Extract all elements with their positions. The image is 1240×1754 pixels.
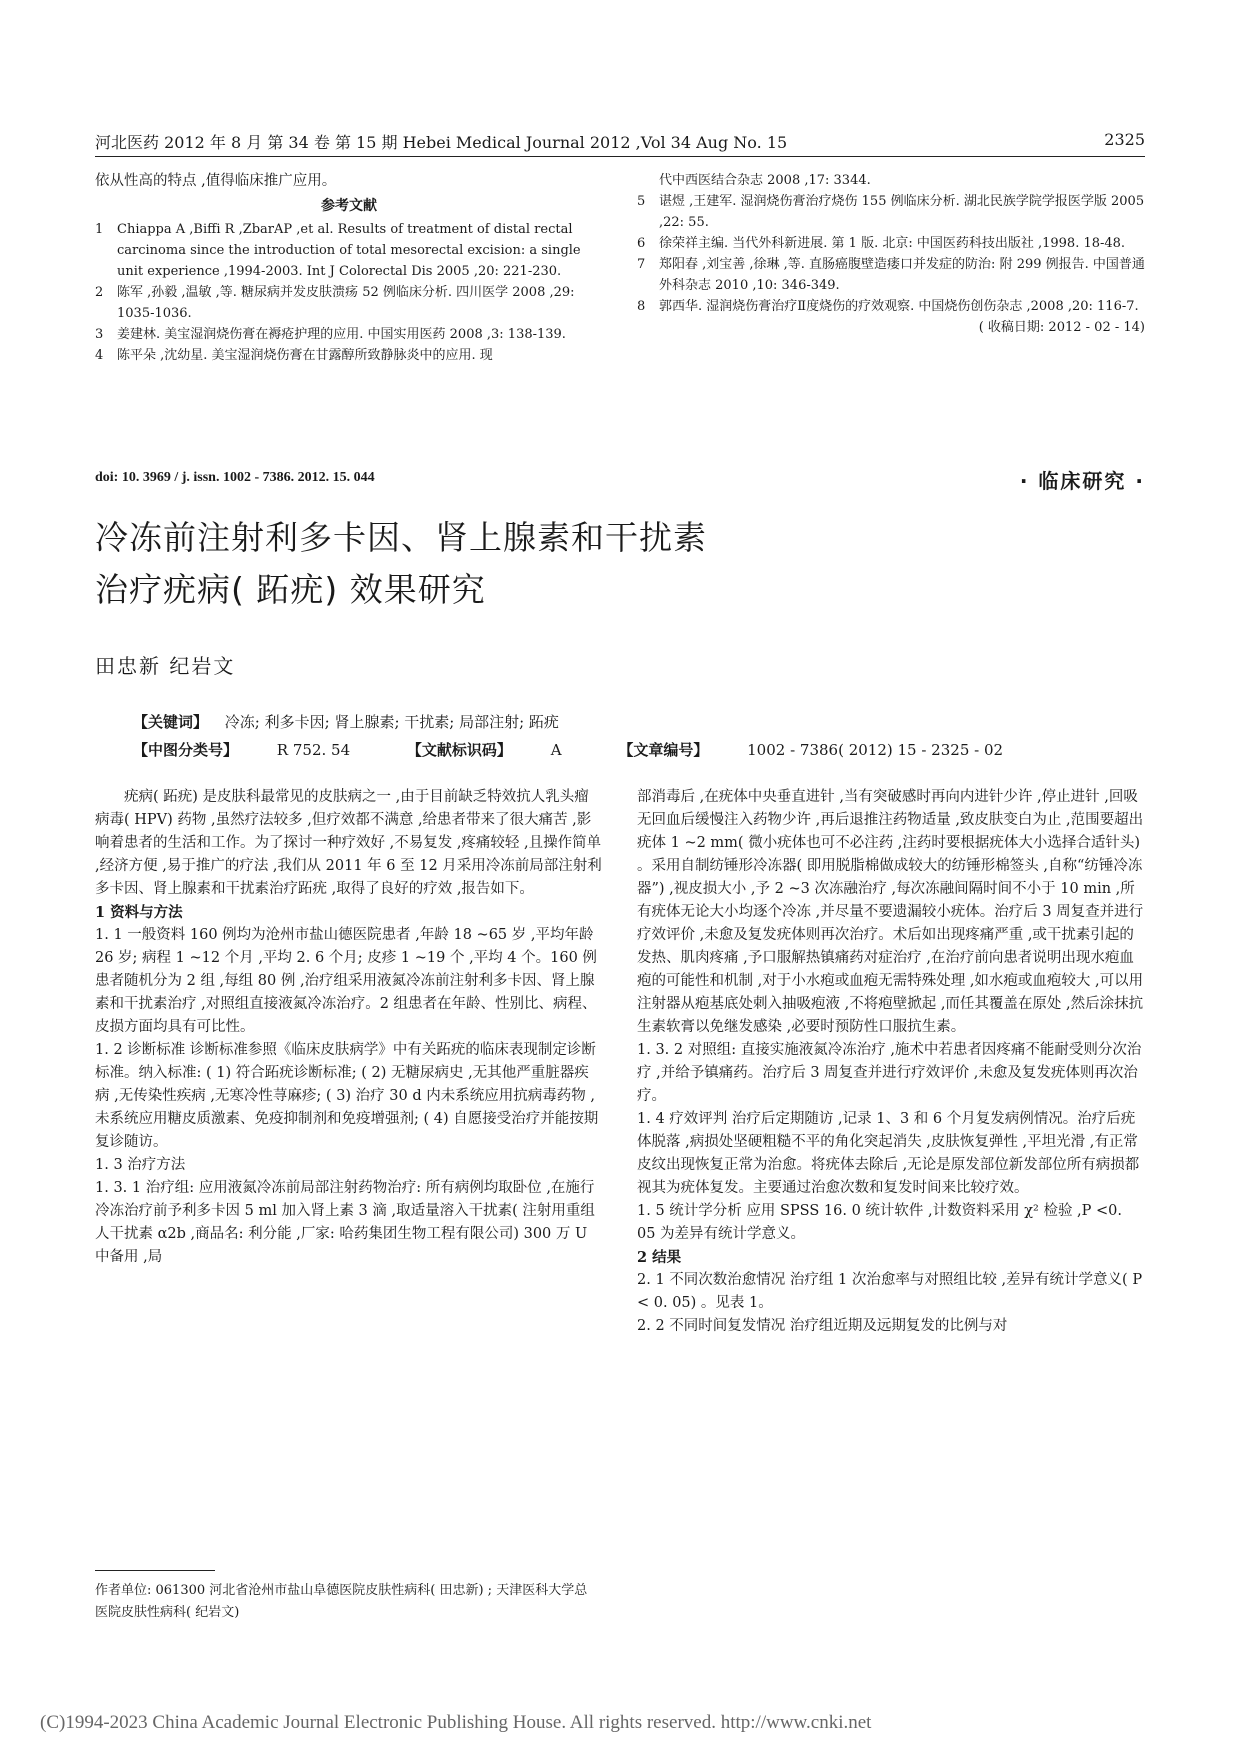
reference-number: 3 — [95, 327, 104, 342]
clc-code: R 752. 54 — [276, 741, 351, 759]
reference-item — [95, 282, 603, 324]
reference-item — [95, 219, 603, 282]
body-column-left — [95, 786, 603, 1269]
received-date: ( 收稿日期: 2012 - 02 - 14) — [978, 320, 1145, 335]
article-number-label: 【文章编号】 — [618, 741, 709, 759]
running-header — [95, 130, 1145, 157]
reference-text: 郑阳春 ,刘宝善 ,徐琳 ,等. 直肠癌腹壁造瘘口并发症的防治: 附 299 例报告. 中国普通外科杂志 2010 ,10: 346-349. — [659, 257, 1145, 293]
article-authors: 田忠新 纪岩文 — [95, 654, 236, 678]
prev-article-right — [637, 170, 1145, 338]
body-paragraph: 1. 3. 1 治疗组: 应用液氮冷冻前局部注射药物治疗: 所有病例均取卧位 ,在施行冷冻治疗前予利多卡因 5 ml 加入肾上素 3 滴 ,取适量溶入干扰素( 注射用重组人干扰素 α2b ,商品名: 利分能 ,厂家: 哈药集团生物工程有限公司) 300 万 U 中备用 ,局 — [95, 1180, 595, 1265]
reference-text: 陈军 ,孙毅 ,温敏 ,等. 糖尿病并发皮肤溃疡 52 例临床分析. 四川医学 2008 ,29: 1035-1036. — [117, 285, 575, 321]
keywords: 冷冻; 利多卡因; 肾上腺素; 干扰素; 局部注射; 跖疣 — [224, 713, 559, 731]
prev-article-left — [95, 170, 603, 366]
reference-number: 2 — [95, 285, 104, 300]
references-list-right — [637, 170, 1145, 338]
reference-item — [637, 254, 1145, 296]
doccode-label: 【文献标识码】 — [406, 741, 512, 759]
reference-item — [95, 345, 603, 366]
keywords-row — [133, 708, 1055, 736]
copyright-line: (C)1994-2023 China Academic Journal Electronic Publishing House. All rights reserved. http://www.cnki.net — [40, 1712, 872, 1733]
body-paragraph: 1. 4 疗效评判 治疗后定期随访 ,记录 1、3 和 6 个月复发病例情况。治疗后疣体脱落 ,病损处坚硬粗糙不平的角化突起消失 ,皮肤恢复弹性 ,平坦光滑 ,有正常皮纹出现恢复正常为治愈。将疣体去除后 ,无论是原发部位新发部位所有病损都视其为疣体复发。主要通过治愈次数和复发时间来比较疗效。 — [637, 1111, 1140, 1196]
reference-text: 谌煜 ,王建军. 湿润烧伤膏治疗烧伤 155 例临床分析. 湖北民族学院学报医学版 2005 ,22: 55. — [659, 194, 1145, 230]
reference-continuation: 代中西医结合杂志 2008 ,17: 3344. — [659, 173, 871, 188]
reference-text: 陈平朵 ,沈幼星. 美宝湿润烧伤膏在甘露醇所致静脉炎中的应用. 现 — [117, 348, 493, 363]
reference-text: 徐荣祥主编. 当代外科新进展. 第 1 版. 北京: 中国医药科技出版社 ,1998. 18-48. — [659, 236, 1126, 251]
doccode: A — [550, 741, 562, 759]
article-title-line-1: 冷冻前注射利多卡因、肾上腺素和干扰素 — [95, 518, 707, 557]
reference-text: 郭西华. 湿润烧伤膏治疗Ⅱ度烧伤的疗效观察. 中国烧伤创伤杂志 ,2008 ,20: 116-7. — [659, 299, 1139, 314]
clc-label: 【中图分类号】 — [133, 741, 239, 759]
reference-number: 8 — [637, 299, 646, 314]
body-paragraph: 部消毒后 ,在疣体中央垂直进针 ,当有突破感时再向内进针少许 ,停止进针 ,回吸无回血后缓慢注入药物少许 ,再后退推注药物适量 ,致皮肤变白为止 ,范围要超出疣体 1 ~2 mm( 微小疣体也可不必注药 ,注药时要根据疣体大小选择合适针头) 。采用自制纺锤形冷冻器( 即用脱脂棉做成较大的纺锤形棉签头 ,自称“纺锤冷冻器”) ,视皮损大小 ,予 2 ~3 次冻融治疗 ,每次冻融间隔时间不小于 10 min ,所有疣体无论大小均逐个冷冻 ,并尽量不要遗漏较小疣体。治疗后 3 周复查并进行疗效评价 ,未愈及复发疣体则再次治疗。术后如出现疼痛严重 ,或干扰素引起的发热、肌肉疼痛 ,予口服解热镇痛药对症治疗 ,在治疗前向患者说明出现水疱血疱的可能性和机制 ,对于小水疱或血疱无需特殊处理 ,如水疱或血疱较大 ,可以用注射器从疱基底处刺入抽吸疱液 ,不将疱壁掀起 ,而任其覆盖在原处 ,然后涂抹抗生素软膏以免继发感染 ,必要时预防性口服抗生素。 — [637, 789, 1144, 1035]
reference-item — [637, 233, 1145, 254]
reference-item — [95, 324, 603, 345]
body-paragraph: 1. 2 诊断标准 诊断标准参照《临床皮肤病学》中有关跖疣的临床表现制定诊断标准。纳入标准: ( 1) 符合跖疣诊断标准; ( 2) 无糖尿病史 ,无其他严重脏器疾病 ,无传染性疾病 ,无寒冷性荨麻疹; ( 3) 治疗 30 d 内未系统应用抗病毒药物 ,未系统应用糖皮质激素、免疫抑制剂和免疫增强剂; ( 4) 自愿接受治疗并能按期复诊随访。 — [95, 1042, 599, 1150]
references-title: 参考文献 — [321, 198, 377, 214]
article-title — [95, 512, 1145, 616]
body-column-right — [637, 786, 1145, 1338]
body-paragraph: 1. 1 一般资料 160 例均为沧州市盐山德医院患者 ,年龄 18 ~65 岁 ,平均年龄 26 岁; 病程 1 ~12 个月 ,平均 2. 6 个月; 皮疹 1 ~19 个 ,平均 4 个。160 例患者随机分为 2 组 ,每组 80 例 ,治疗组采用液氮冷冻前注射利多卡因、肾上腺素和干扰素治疗 ,对照组直接液氮冷冻治疗。2 组患者在年龄、性别比、病程、皮损方面均具有可比性。 — [95, 927, 597, 1035]
footnote-rule — [95, 1570, 215, 1571]
article-title-line-2: 治疗疣病( 跖疣) 效果研究 — [95, 570, 486, 609]
reference-item — [637, 191, 1145, 233]
page-number: 2325 — [1104, 130, 1145, 149]
reference-text: Chiappa A ,Biffi R ,ZbarAP ,et al. Results of treatment of distal rectal carcinoma since the introduction of total mesorectal excision: a single unit experience ,1994-2003. Int J Colorectal Dis 2005 ,20: 221-230. — [117, 222, 581, 279]
reference-text: 姜建林. 美宝湿润烧伤膏在褥疮护理的应用. 中国实用医药 2008 ,3: 138-139. — [117, 327, 566, 342]
body-paragraph: 2. 2 不同时间复发情况 治疗组近期及远期复发的比例与对 — [637, 1318, 1008, 1334]
section-heading: 2 结果 — [637, 1249, 682, 1266]
reference-number: 7 — [637, 257, 646, 272]
keywords-label: 【关键词】 — [133, 713, 209, 731]
body-paragraph: 1. 3. 2 对照组: 直接实施液氮冷冻治疗 ,施术中若患者因疼痛不能耐受则分次治疗 ,并给予镇痛药。治疗后 3 周复查并进行疗效评价 ,未愈及复发疣体则再次治疗。 — [637, 1042, 1142, 1104]
classification-row — [133, 736, 1055, 764]
section-heading: 1 资料与方法 — [95, 904, 183, 921]
column-tag: · 临床研究 · — [1019, 469, 1145, 493]
body-paragraph: 1. 5 统计学分析 应用 SPSS 16. 0 统计软件 ,计数资料采用 χ² 检验 ,P <0. 05 为差异有统计学意义。 — [637, 1203, 1123, 1242]
journal-citation: 河北医药 2012 年 8 月 第 34 卷 第 15 期 Hebei Medical Journal 2012 ,Vol 34 Aug No. 15 — [95, 133, 788, 152]
body-paragraph: 1. 3 治疗方法 — [95, 1157, 186, 1173]
author-affiliation-footnote: 作者单位: 061300 河北省沧州市盐山阜德医院皮肤性病科( 田忠新) ; 天津医科大学总医院皮肤性病科( 纪岩文) — [95, 1583, 588, 1620]
reference-item — [637, 296, 1145, 317]
prev-article-closing: 依从性高的特点 ,值得临床推广应用。 — [95, 173, 337, 189]
doi: doi: 10. 3969 / j. issn. 1002 - 7386. 2012. 15. 044 — [95, 470, 375, 485]
body-paragraph: 疣病( 跖疣) 是皮肤科最常见的皮肤病之一 ,由于目前缺乏特效抗人乳头瘤病毒( HPV) 药物 ,虽然疗法较多 ,但疗效都不满意 ,给患者带来了很大痛苦 ,影响着患者的生活和工作。为了探讨一种疗效好 ,不易复发 ,疼痛较轻 ,且操作简单 ,经济方便 ,易于推广的疗法 ,我们从 2011 年 6 至 12 月采用冷冻前局部注射利多卡因、肾上腺素和干扰素治疗跖疣 ,取得了良好的疗效 ,报告如下。 — [95, 789, 602, 897]
references-list-left — [95, 219, 603, 366]
reference-number: 4 — [95, 348, 104, 363]
body-paragraph: 2. 1 不同次数治愈情况 治疗组 1 次治愈率与对照组比较 ,差异有统计学意义( P < 0. 05) 。见表 1。 — [637, 1272, 1143, 1311]
reference-number: 5 — [637, 194, 646, 209]
reference-number: 1 — [95, 222, 104, 237]
reference-number: 6 — [637, 236, 646, 251]
article-number: 1002 - 7386( 2012) 15 - 2325 - 02 — [747, 741, 1004, 759]
article-metadata — [133, 708, 1055, 764]
